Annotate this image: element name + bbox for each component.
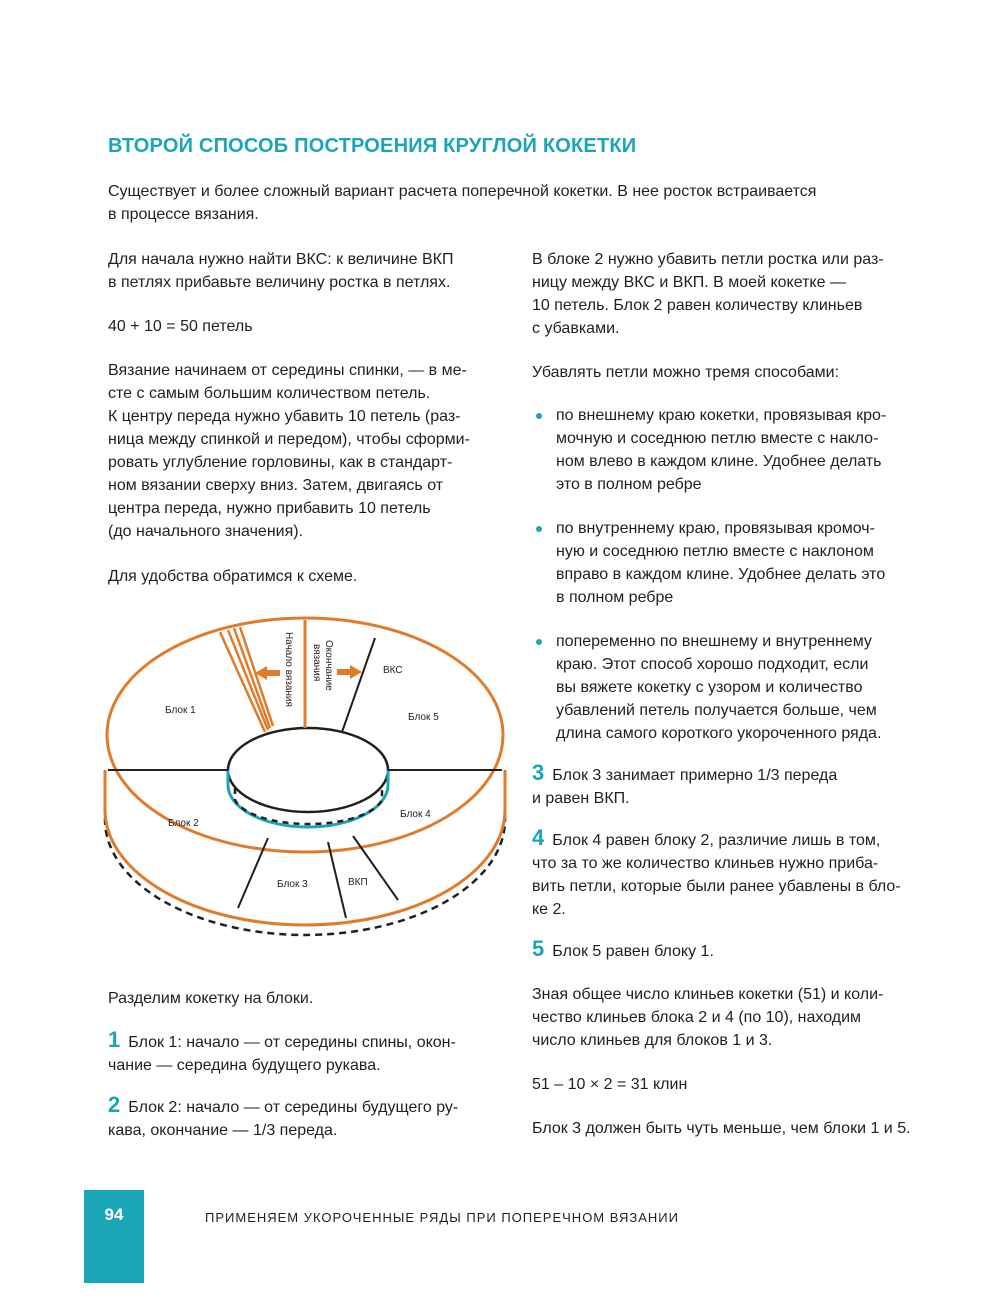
section-heading: ВТОРОЙ СПОСОБ ПОСТРОЕНИЯ КРУГЛОЙ КОКЕТКИ <box>108 135 637 157</box>
item-number: 4 <box>532 825 545 850</box>
text-line: Блок 2: начало — от середины будущего ру- <box>128 1099 459 1116</box>
text-line: Блок 5 равен блоку 1. <box>552 943 714 960</box>
text-line: (до начального значения). <box>108 523 304 540</box>
text-line: ницу между ВКС и ВКП. В моей кокетке — <box>532 274 846 291</box>
text-line: Блок 3 занимает примерно 1/3 переда <box>552 767 838 784</box>
running-footer: ПРИМЕНЯЕМ УКОРОЧЕННЫЕ РЯДЫ ПРИ ПОПЕРЕЧНОМ ВЯЗАНИИ <box>205 1210 679 1225</box>
text-line: ную и соседнюю петлю вместе с наклоном <box>556 543 874 560</box>
list-item-2 <box>108 1093 508 1142</box>
text-line: ке 2. <box>532 901 566 918</box>
divider-line <box>342 638 375 732</box>
page-number: 94 <box>104 1205 124 1224</box>
label-block-3: Блок 3 <box>277 879 308 890</box>
item-number: 3 <box>532 760 545 785</box>
page-number-tab <box>84 1190 144 1283</box>
text-line: с убавками. <box>532 320 620 337</box>
text-line: и равен ВКП. <box>532 790 630 807</box>
paragraph-scheme: Для удобства обратимся к схеме. <box>108 568 358 585</box>
text-line: кава, окончание — 1/3 переда. <box>108 1122 338 1139</box>
label-block-4: Блок 4 <box>400 809 431 820</box>
text-line: Вязание начинаем от середины спинки, — в ме- <box>108 362 467 379</box>
divider-line <box>328 842 346 918</box>
formula-2: 51 – 10 × 2 = 31 клин <box>532 1076 688 1093</box>
text-line: по внутреннему краю, провязывая кромоч- <box>556 520 875 537</box>
text-line: сте с самым большим количеством петель. <box>108 385 431 402</box>
list-item-4 <box>532 826 932 921</box>
text-line: вправо в каждом клине. Удобнее делать это <box>556 566 886 583</box>
bullet-item <box>532 404 932 496</box>
text-line: центра переда, нужно прибавить 10 петель <box>108 500 431 517</box>
right-column <box>532 248 932 1140</box>
formula-1: 40 + 10 = 50 петель <box>108 318 253 335</box>
label-block-1: Блок 1 <box>165 705 196 716</box>
text-line: краю. Этот способ хорошо подходит, если <box>556 656 869 673</box>
text-line: мочную и соседнюю петлю вместе с накло- <box>556 430 879 447</box>
intro-line: Существует и более сложный вариант расчета поперечной кокетки. В нее росток встраивается <box>108 183 817 200</box>
label-block-5: Блок 5 <box>408 712 439 723</box>
label-start: Начало вязания <box>283 632 294 707</box>
bullet-icon <box>536 639 542 645</box>
intro-paragraph <box>108 180 908 226</box>
text-line: длина самого короткого укороченного ряда. <box>556 725 882 742</box>
text-line: Блок 4 равен блоку 2, различие лишь в том, <box>552 832 881 849</box>
text-line: по внешнему краю кокетки, провязывая кро- <box>556 407 887 424</box>
text-line: В блоке 2 нужно убавить петли ростка или раз- <box>532 251 884 268</box>
bullet-item <box>532 517 932 609</box>
text-line: ница между спинкой и передом), чтобы сформи- <box>108 431 470 448</box>
text-line: ном влево в каждом клине. Удобнее делать <box>556 453 882 470</box>
arrow-right-icon <box>337 665 362 679</box>
item-number: 1 <box>108 1027 121 1052</box>
text-line: ном вязании сверху вниз. Затем, двигаясь от <box>108 477 444 494</box>
text-line: чество клиньев блока 2 и 4 (по 10), находим <box>532 1009 862 1026</box>
label-vks: ВКС <box>383 665 403 676</box>
paragraph-vks <box>108 248 508 294</box>
list-item-5 <box>532 937 932 963</box>
intro-line: в процессе вязания. <box>108 206 259 223</box>
text-line: в полном ребре <box>556 589 674 606</box>
short-row-line <box>228 630 268 730</box>
arrow-left-icon <box>255 666 280 680</box>
bullet-icon <box>536 413 542 419</box>
text-line: в петлях прибавьте величину ростка в петлях. <box>108 274 451 291</box>
text-line: вы вяжете кокетку с узором и количество <box>556 679 863 696</box>
text-line: убавлений петель получается больше, чем <box>556 702 877 719</box>
text-line: К центру переда нужно убавить 10 петель (раз- <box>108 408 461 425</box>
bullet-item <box>532 630 932 745</box>
label-block-2: Блок 2 <box>168 818 199 829</box>
text-line: 10 петель. Блок 2 равен количеству клиньев <box>532 297 863 314</box>
left-column <box>108 248 508 588</box>
text-line: Блок 1: начало — от середины спины, окон- <box>128 1034 456 1051</box>
paragraph-ways: Убавлять петли можно тремя способами: <box>532 364 840 381</box>
text-line: чание — середина будущего рукава. <box>108 1057 381 1074</box>
text-line: что за то же количество клиньев нужно приба- <box>532 855 879 872</box>
label-end-2: вязания <box>311 644 322 682</box>
item-number: 5 <box>532 936 545 961</box>
text-line: попеременно по внешнему и внутреннему <box>556 633 872 650</box>
left-column-bottom <box>108 987 508 1142</box>
list-item-1 <box>108 1028 508 1077</box>
paragraph-blocks: Разделим кокетку на блоки. <box>108 990 314 1007</box>
bullet-icon <box>536 526 542 532</box>
text-line: число клиньев для блоков 1 и 3. <box>532 1032 773 1049</box>
list-item-3 <box>532 761 932 810</box>
paragraph-block3: Блок 3 должен быть чуть меньше, чем блоки 1 и 5. <box>532 1120 911 1137</box>
text-line: Для начала нужно найти ВКС: к величине ВКП <box>108 251 454 268</box>
paragraph-block2 <box>532 248 932 340</box>
text-line: Зная общее число клиньев кокетки (51) и коли- <box>532 986 884 1003</box>
paragraph-wedges <box>532 983 932 1052</box>
text-line: вить петли, которые были ранее убавлены в бло- <box>532 878 901 895</box>
label-end-1: Окончание <box>323 640 334 691</box>
paragraph-knitting-start <box>108 359 508 543</box>
inner-neckline <box>228 728 388 812</box>
yoke-diagram <box>100 610 510 950</box>
item-number: 2 <box>108 1092 121 1117</box>
label-vkp: ВКП <box>348 877 368 888</box>
text-line: ровать углубление горловины, как в стандарт- <box>108 454 453 471</box>
text-line: это в полном ребре <box>556 476 702 493</box>
